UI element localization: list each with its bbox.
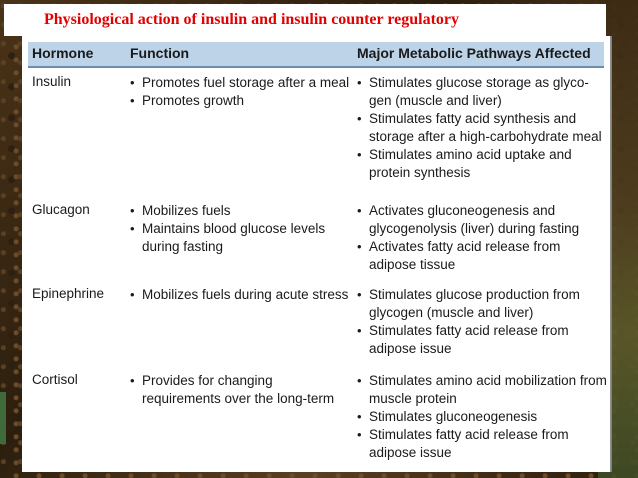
pathway-list	[357, 74, 607, 182]
pathway-list	[357, 286, 607, 358]
list-item: • Stimulates glucose production from glycogen (muscle and liver)	[357, 286, 607, 322]
list-item: • Stimulates gluconeogenesis	[357, 408, 607, 426]
header-hormone: Hormone	[32, 45, 94, 61]
pathway-list	[357, 202, 607, 274]
header-pathways: Major Metabolic Pathways Affected	[357, 45, 591, 61]
list-item: • Promotes growth	[130, 92, 350, 110]
list-item: • Mobilizes fuels	[130, 202, 350, 220]
background-accent	[0, 392, 6, 444]
list-item: • Activates gluconeogenesis and glycogenolysis (liver) during fasting	[357, 202, 607, 238]
table-header-row	[28, 42, 604, 68]
hormone-name: Glucagon	[32, 202, 90, 217]
function-list	[130, 202, 350, 256]
function-list	[130, 372, 350, 408]
pathway-list	[357, 372, 607, 462]
hormone-name: Insulin	[32, 74, 72, 89]
list-item: • Promotes fuel storage after a meal	[130, 74, 350, 92]
title-bar	[4, 4, 606, 36]
list-item: • Stimulates fatty acid synthesis and storage after a high-carbohydrate meal	[357, 110, 607, 146]
list-item: • Stimulates fatty acid release from adipose issue	[357, 322, 607, 358]
list-item: • Provides for changing requirements over the long-term	[130, 372, 350, 408]
list-item: • Activates fatty acid release from adipose tissue	[357, 238, 607, 274]
hormone-name: Cortisol	[32, 372, 78, 387]
list-item: • Stimulates amino acid mobilization from muscle protein	[357, 372, 607, 408]
function-list	[130, 286, 350, 304]
hormone-table	[22, 36, 610, 472]
header-function: Function	[130, 45, 190, 61]
list-item: • Maintains blood glucose levels during fasting	[130, 220, 350, 256]
hormone-name: Epinephrine	[32, 286, 105, 301]
function-list	[130, 74, 350, 110]
list-item: • Stimulates amino acid uptake and protein synthesis	[357, 146, 607, 182]
slide-title: Physiological action of insulin and insulin counter regulatory	[44, 11, 460, 28]
list-item: • Stimulates glucose storage as glyco-gen (muscle and liver)	[357, 74, 607, 110]
list-item: • Mobilizes fuels during acute stress	[130, 286, 350, 304]
list-item: • Stimulates fatty acid release from adipose issue	[357, 426, 607, 462]
